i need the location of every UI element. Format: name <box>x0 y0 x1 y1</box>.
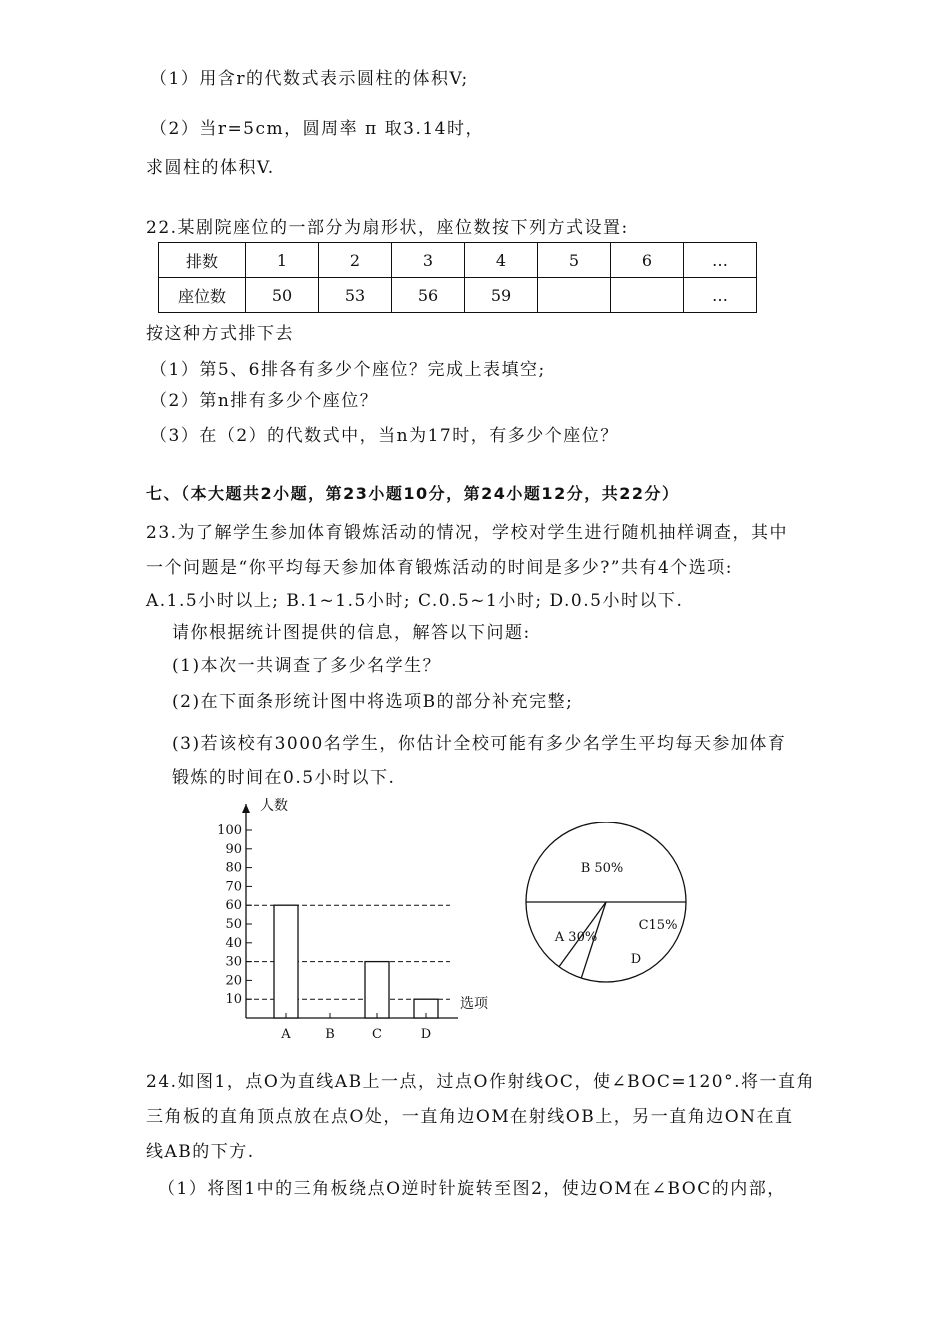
q23-sub3a: (3)若该校有3000名学生，你估计全校可能有多少名学生平均每天参加体育 <box>172 734 787 754</box>
q23-line4: 请你根据统计图提供的信息，解答以下问题: <box>172 623 531 643</box>
table-cell-blank <box>611 278 684 313</box>
x-tick-label: B <box>325 1027 335 1042</box>
table-cell-blank <box>538 278 611 313</box>
q22-sub1: （1）第5、6排各有多少个座位？完成上表填空; <box>150 360 546 380</box>
bar-chart <box>200 792 510 1052</box>
table-cell: 59 <box>465 278 538 313</box>
table-cell: 3 <box>392 243 465 278</box>
pie-label-A: A 30% <box>554 930 598 945</box>
q23-sub1: (1)本次一共调查了多少名学生？ <box>172 656 442 676</box>
q22-sub3: （3）在（2）的代数式中，当n为17时，有多少个座位？ <box>150 426 619 446</box>
q23-line3: A.1.5小时以上; B.1~1.5小时; C.0.5~1小时; D.0.5小时以下. <box>146 591 684 611</box>
bar-ticks <box>217 823 252 1007</box>
table-cell: 53 <box>319 278 392 313</box>
table-row <box>159 278 757 313</box>
x-tick-label: A <box>281 1027 291 1042</box>
table-cell: 6 <box>611 243 684 278</box>
table-cell: 50 <box>246 278 319 313</box>
y-axis-arrow <box>242 804 250 813</box>
x-tick-label: D <box>420 1027 432 1042</box>
table-header-cell: 座位数 <box>159 278 246 313</box>
y-tick-label: 100 <box>217 823 242 838</box>
q24-line1: 24.如图1，点O为直线AB上一点，过点O作射线OC，使∠BOC=120°.将一直角 <box>146 1072 816 1092</box>
q22-title: 22.某剧院座位的一部分为扇形状，座位数按下列方式设置: <box>146 218 629 238</box>
bar-C <box>365 962 389 1018</box>
y-tick-label: 70 <box>225 879 242 895</box>
y-tick-label: 60 <box>225 898 242 914</box>
table-cell: 1 <box>246 243 319 278</box>
pie-label-C: C15% <box>638 918 678 933</box>
y-tick-label: 50 <box>225 917 242 932</box>
table-cell: 56 <box>392 278 465 313</box>
bar-A <box>274 905 298 1018</box>
table-cell: 2 <box>319 243 392 278</box>
y-tick-label: 20 <box>225 973 242 989</box>
y-tick-label: 10 <box>225 992 242 1008</box>
q22-sub2: （2）第n排有多少个座位？ <box>150 391 379 411</box>
y-tick-label: 90 <box>225 841 242 857</box>
bar-marks <box>274 905 438 1042</box>
seat-table <box>158 242 757 313</box>
q23-sub2: (2)在下面条形统计图中将选项B的部分补充完整; <box>172 692 574 712</box>
x-axis-label: 选项 <box>460 996 488 1012</box>
pie-label-D: D <box>630 952 642 967</box>
y-tick-label: 30 <box>225 954 242 970</box>
table-row <box>159 243 757 278</box>
q24-line3: 线AB的下方. <box>146 1142 255 1162</box>
q21-part2: （2）当r=5cm，圆周率 π 取3.14时， <box>150 119 484 139</box>
table-header-cell: 排数 <box>159 243 246 278</box>
q23-sub3b: 锻炼的时间在0.5小时以下. <box>172 768 396 788</box>
table-cell: … <box>684 278 757 313</box>
section-heading: 七、（本大题共2小题，第23小题10分，第24小题12分，共22分） <box>146 484 680 503</box>
table-cell: 4 <box>465 243 538 278</box>
q23-line1: 23.为了解学生参加体育锻炼活动的情况，学校对学生进行随机抽样调查，其中 <box>146 523 789 543</box>
q21-part1: （1）用含r的代数式表示圆柱的体积V; <box>150 69 469 89</box>
q21-part2b: 求圆柱的体积V. <box>146 158 275 178</box>
table-cell: 5 <box>538 243 611 278</box>
x-tick-label: C <box>372 1027 382 1042</box>
table-cell: … <box>684 243 757 278</box>
y-tick-label: 40 <box>225 935 242 951</box>
q24-line2: 三角板的直角顶点放在点O处，一直角边OM在射线OB上，另一直角边ON在直 <box>146 1107 794 1127</box>
pie-chart <box>520 822 700 992</box>
pie-label-B: B 50% <box>580 861 624 876</box>
q23-line2: 一个问题是“你平均每天参加体育锻炼活动的时间是多少?”共有4个选项: <box>146 558 734 578</box>
q22-intro: 按这种方式排下去 <box>146 324 294 344</box>
q24-line4: （1）将图1中的三角板绕点O逆时针旋转至图2，使边OM在∠BOC的内部， <box>158 1179 786 1199</box>
pie-marks <box>526 822 686 982</box>
y-tick-label: 80 <box>225 860 242 876</box>
y-axis-label: 人数 <box>260 798 288 814</box>
